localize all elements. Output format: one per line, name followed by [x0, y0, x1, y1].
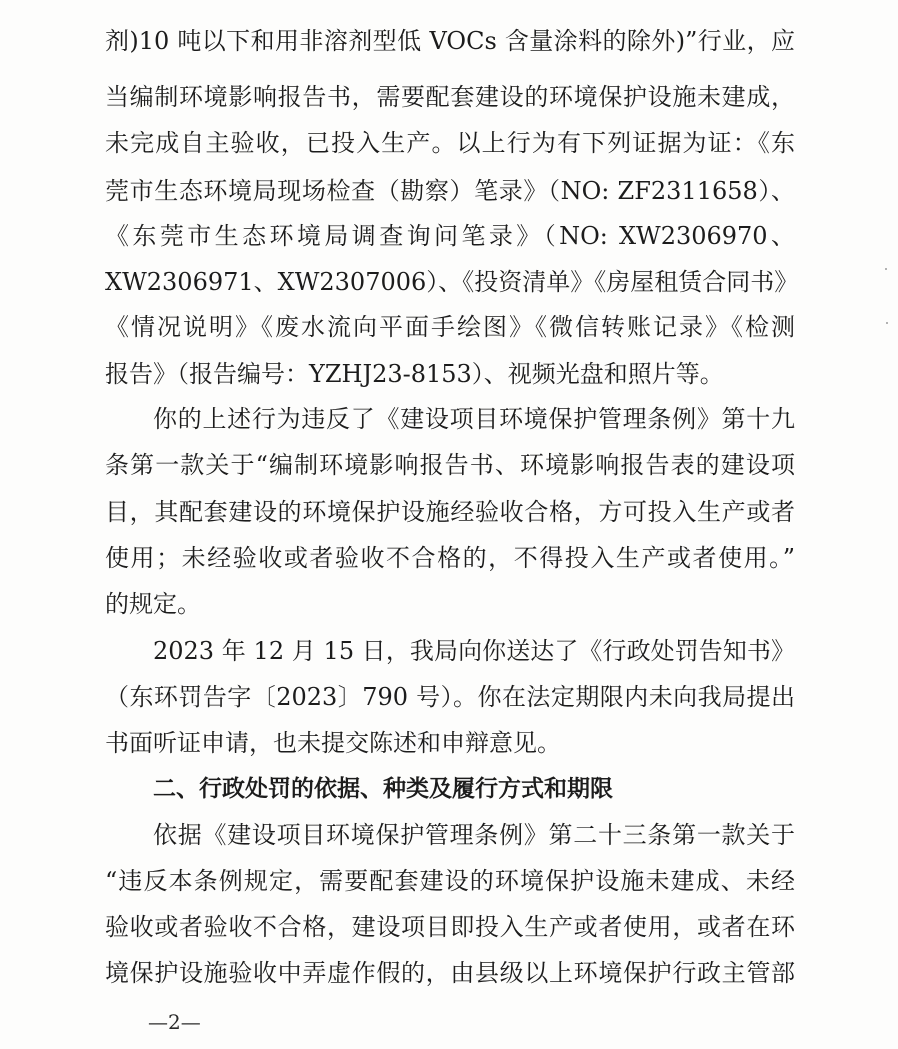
- paragraph-line: XW2306971、XW2307006）、《投资清单》《房屋租赁合同书》: [105, 268, 799, 296]
- paragraph-line: 使用；未经验收或者验收不合格的，不得投入生产或者使用。”: [105, 544, 795, 572]
- paragraph-line: 依据《建设项目环境保护管理条例》第二十三条第一款关于: [153, 821, 795, 849]
- paragraph-line: 你的上述行为违反了《建设项目环境保护管理条例》第十九: [153, 405, 795, 433]
- paragraph-line: 莞市生态环境局现场检查（勘察）笔录》（NO: ZF2311658）、: [105, 177, 795, 205]
- scan-speck: [886, 322, 888, 324]
- paragraph-line: 报告》（报告编号：YZHJ23-8153）、视频光盘和照片等。: [105, 360, 724, 388]
- page-number: —2—: [148, 1010, 201, 1034]
- paragraph-line: 验收或者验收不合格，建设项目即投入生产或者使用，或者在环: [105, 913, 795, 941]
- paragraph-line: 2023 年 12 月 15 日，我局向你送达了《行政处罚告知书》: [153, 637, 795, 665]
- paragraph-line: 当编制环境影响报告书，需要配套建设的环境保护设施未建成，: [105, 83, 795, 111]
- paragraph-line: 条第一款关于“编制环境影响报告书、环境影响报告表的建设项: [105, 451, 795, 479]
- paragraph-line: 书面听证申请，也未提交陈述和申辩意见。: [105, 729, 561, 757]
- paragraph-line: “违反本条例规定，需要配套建设的环境保护设施未建成、未经: [105, 867, 795, 895]
- paragraph-line: 的规定。: [105, 590, 201, 618]
- paragraph-line: （东环罚告字〔2023〕790 号）。你在法定期限内未向我局提出: [105, 683, 795, 711]
- paragraph-line: 目，其配套建设的环境保护设施经验收合格，方可投入生产或者: [105, 498, 795, 526]
- section-heading: 二、行政处罚的依据、种类及履行方式和期限: [153, 776, 613, 802]
- scan-speck: [885, 268, 887, 270]
- paragraph-line: 剂)10 吨以下和用非溶剂型低 VOCs 含量涂料的除外)”行业，应: [105, 27, 795, 55]
- paragraph-line: 《情况说明》《废水流向平面手绘图》《微信转账记录》《检测: [105, 313, 795, 341]
- paragraph-line: 《东莞市生态环境局调查询问笔录》（NO: XW2306970、: [105, 222, 795, 250]
- paragraph-line: 未完成自主验收，已投入生产。以上行为有下列证据为证：《东: [105, 129, 795, 157]
- paragraph-line: 境保护设施验收中弄虚作假的，由县级以上环境保护行政主管部: [105, 959, 795, 987]
